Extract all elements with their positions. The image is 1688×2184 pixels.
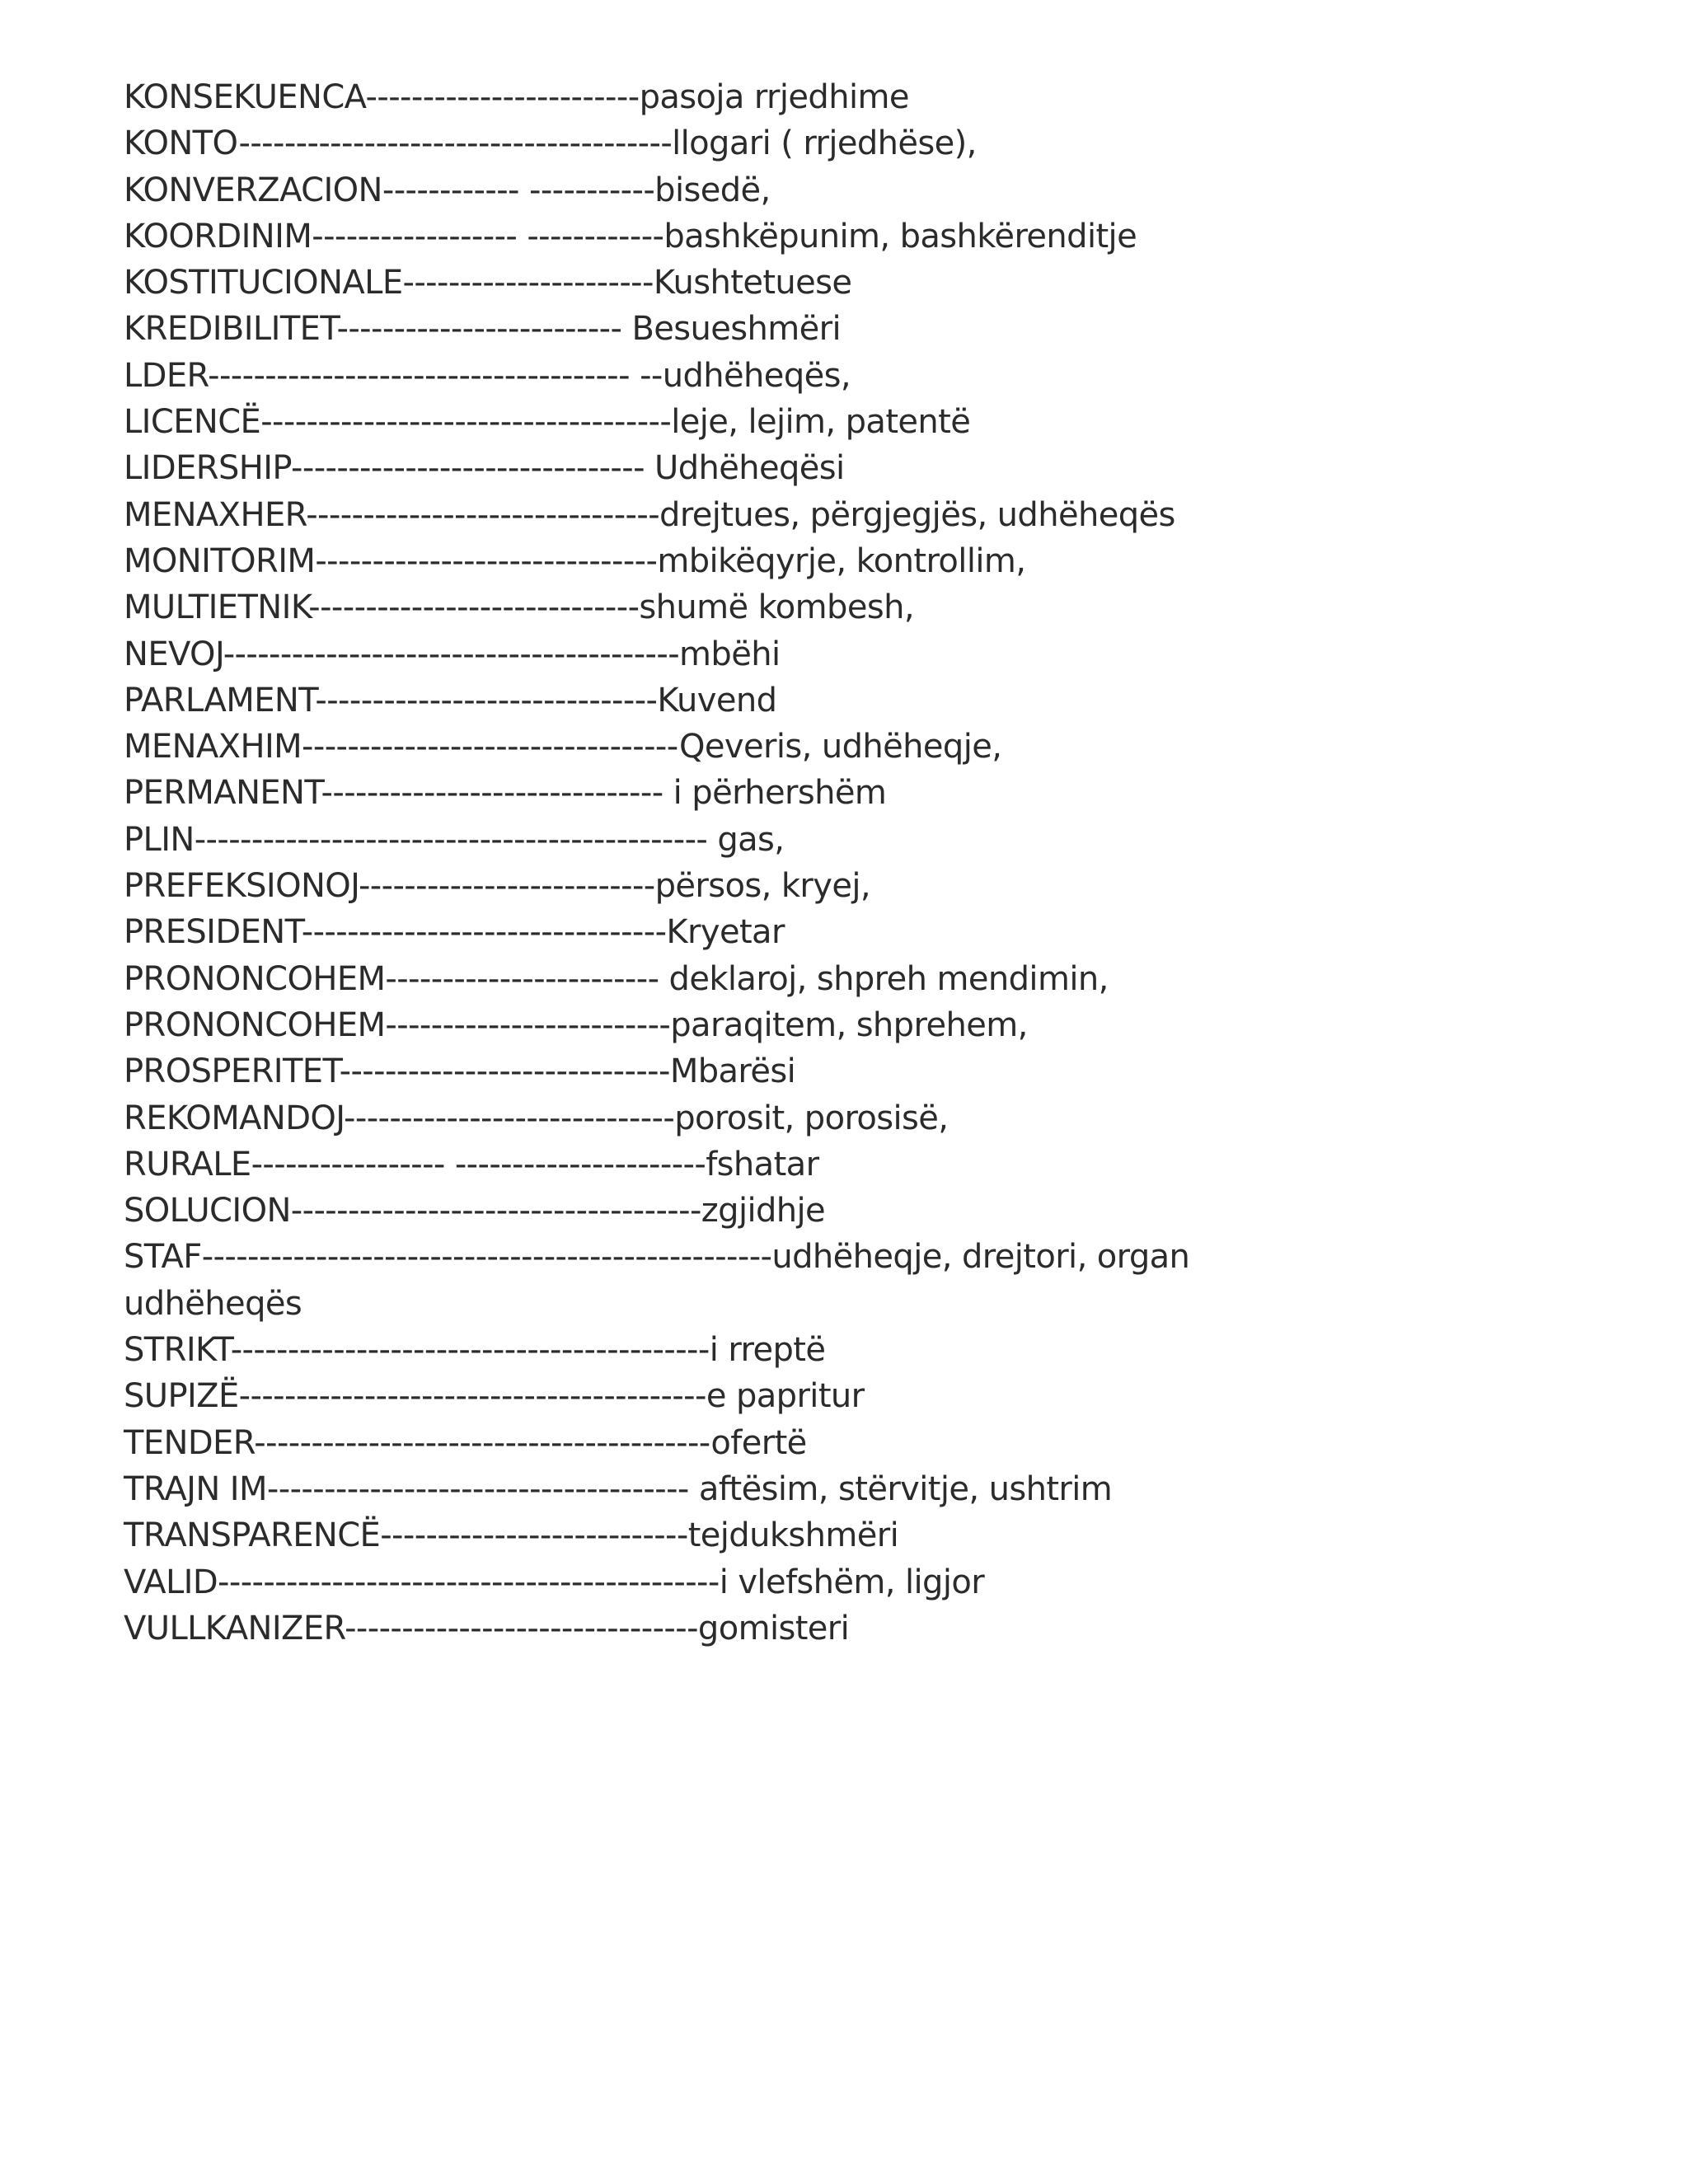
- glossary-entry: KREDIBILITET------------------------- Besueshmëri: [124, 310, 842, 349]
- glossary-entry: TRAJN IM------------------------------------- aftësim, stërvitje, ushtrim: [124, 1469, 1113, 1508]
- glossary-entry: PLIN--------------------------------------------- gas,: [124, 820, 785, 859]
- glossary-entry: VALID--------------------------------------------i vlefshëm, ligjor: [124, 1563, 985, 1601]
- glossary-entry: VULLKANIZER-------------------------------gomisteri: [124, 1609, 850, 1647]
- glossary-entry: MULTIETNIK-----------------------------shumë kombesh,: [124, 588, 914, 627]
- glossary-entry: LDER------------------------------------- --udhëheqës,: [124, 356, 851, 395]
- glossary-entry: KOORDINIM------------------ ------------bashkëpunim, bashkërenditje: [124, 217, 1137, 255]
- glossary-entry: MENAXHIM---------------------------------Qeveris, udhëheqje,: [124, 728, 1002, 766]
- glossary-entry: KOSTITUCIONALE----------------------Kushtetuese: [124, 264, 852, 302]
- glossary-entry: PRONONCOHEM-------------------------paraqitem, shprehem,: [124, 1005, 1028, 1044]
- glossary-entry: PRESIDENT--------------------------------Kryetar: [124, 913, 785, 952]
- glossary-entry: PREFEKSIONOJ--------------------------përsos, kryej,: [124, 867, 870, 906]
- glossary-entry: KONVERZACION------------ -----------bisedë,: [124, 171, 771, 209]
- glossary-entry: LIDERSHIP------------------------------- Udhëheqësi: [124, 449, 845, 488]
- glossary-entry: PARLAMENT------------------------------Kuvend: [124, 681, 777, 719]
- glossary-entry: NEVOJ----------------------------------------mbëhi: [124, 635, 781, 673]
- glossary-entry: REKOMANDOJ-----------------------------porosit, porosisë,: [124, 1099, 949, 1137]
- glossary-entry: SOLUCION------------------------------------zgjidhje: [124, 1192, 826, 1230]
- glossary-list: [124, 74, 1311, 1652]
- glossary-entry: KONTO--------------------------------------llogari ( rrjedhëse),: [124, 124, 977, 163]
- glossary-entry: MENAXHER-------------------------------drejtues, përgjegjës, udhëheqës: [124, 495, 1175, 534]
- glossary-entry: STRIKT------------------------------------------i rreptë: [124, 1331, 826, 1370]
- glossary-entry: PROSPERITET-----------------------------Mbarësi: [124, 1052, 796, 1091]
- glossary-entry: TRANSPARENCË---------------------------tejdukshmëri: [124, 1516, 899, 1555]
- glossary-entry: SUPIZË-----------------------------------------e papritur: [124, 1377, 865, 1416]
- glossary-entry: RURALE----------------- ----------------------fshatar: [124, 1145, 819, 1183]
- glossary-entry: LICENCË------------------------------------leje, lejim, patentë: [124, 403, 971, 442]
- glossary-entry: STAF--------------------------------------------------udhëheqje, drejtori, organ udhëheqës: [124, 1238, 1200, 1323]
- glossary-entry: KONSEKUENCA------------------------pasoja rrjedhime: [124, 78, 909, 116]
- glossary-entry: MONITORIM------------------------------mbikëqyrje, kontrollim,: [124, 541, 1026, 580]
- glossary-entry: PERMANENT------------------------------ i përhershëm: [124, 774, 887, 813]
- glossary-entry: TENDER----------------------------------------ofertë: [124, 1423, 807, 1462]
- glossary-entry: PRONONCOHEM------------------------ deklaroj, shpreh mendimin,: [124, 959, 1109, 998]
